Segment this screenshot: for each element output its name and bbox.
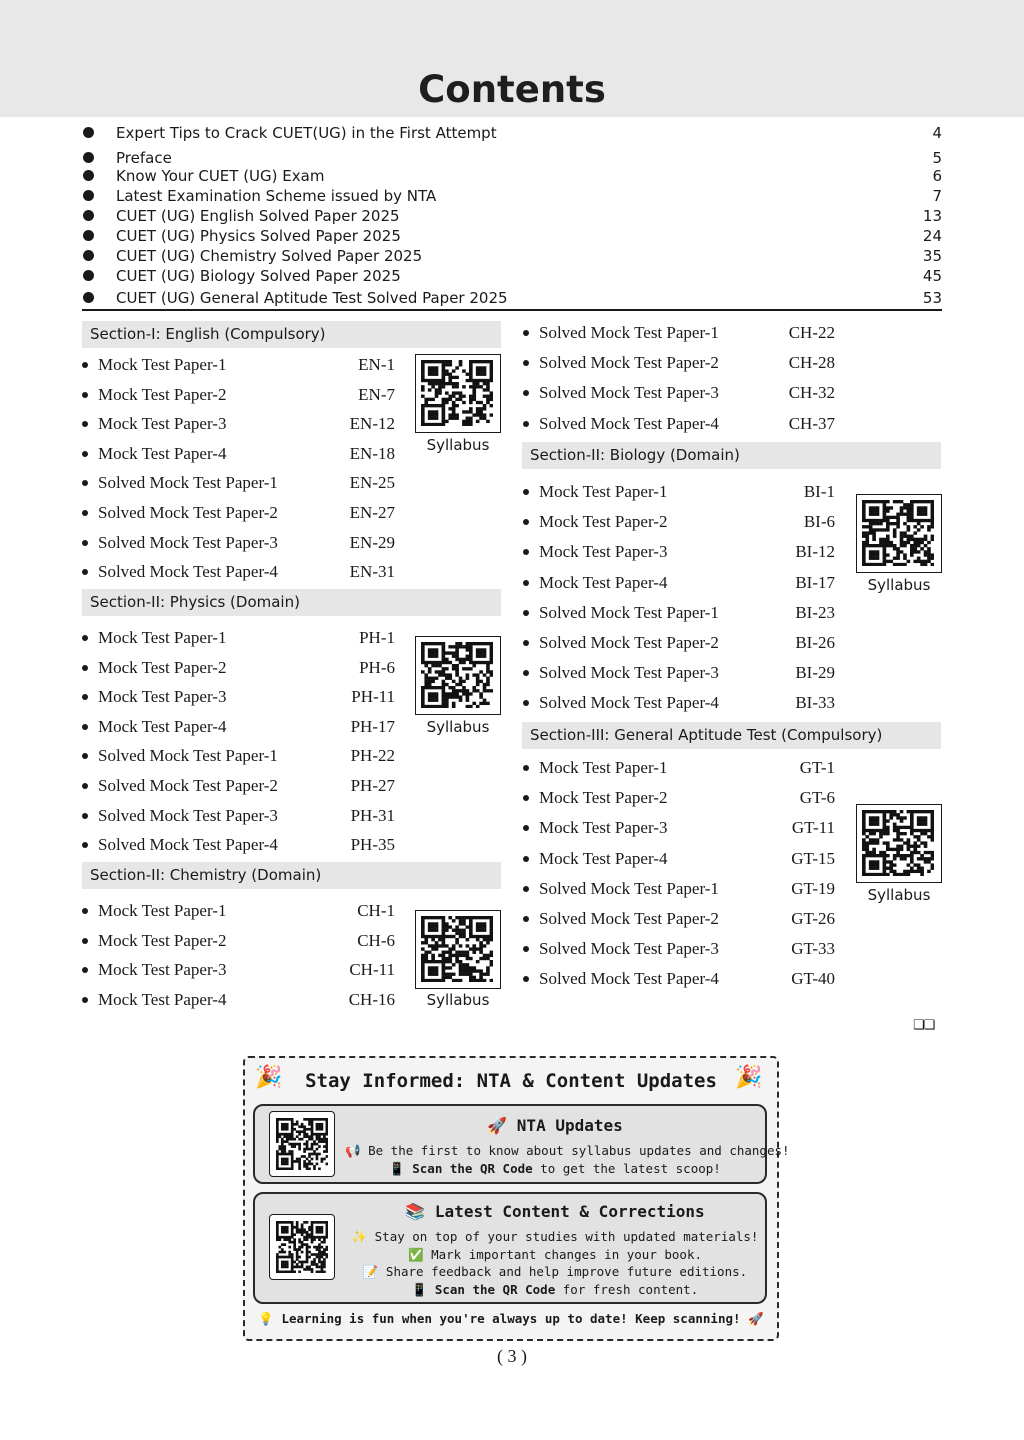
nta-updates-title: 🚀 NTA Updates — [487, 1116, 623, 1135]
bullet-icon — [523, 795, 529, 801]
bullet-icon — [523, 886, 529, 892]
entry-label: Know Your CUET (UG) Exam — [116, 167, 325, 185]
bullet-icon — [523, 670, 529, 676]
entry-label: Mock Test Paper-1 — [98, 628, 227, 647]
entry-label: Mock Test Paper-2 — [539, 512, 668, 532]
nta-updates-panel — [253, 1104, 790, 1184]
entry-label: CUET (UG) Biology Solved Paper 2025 — [116, 267, 401, 285]
entry-page: CH-16 — [348, 989, 395, 1009]
entry-page: EN-1 — [358, 355, 395, 374]
qr-code-nta-updates[interactable] — [269, 1111, 335, 1177]
entry-page: GT-6 — [799, 788, 835, 808]
bullet-icon — [523, 856, 529, 862]
bullet-icon — [82, 694, 88, 700]
entry-label: Mock Test Paper-1 — [98, 901, 227, 920]
entry-label: Solved Mock Test Paper-2 — [539, 909, 719, 928]
toc-entry — [82, 775, 395, 797]
entry-label: Solved Mock Test Paper-3 — [539, 383, 719, 403]
contents-entry — [82, 122, 942, 144]
latest-content-line-2: ✅ Mark important changes in your book. — [407, 1247, 703, 1262]
entry-label: Mock Test Paper-3 — [98, 414, 227, 434]
toc-entry — [82, 834, 395, 856]
entry-page: CH-32 — [788, 383, 835, 403]
toc-entry — [82, 900, 395, 922]
toc-entry — [523, 382, 835, 404]
bullet-icon — [83, 127, 94, 138]
lightbulb-icon: 💡 — [258, 1311, 282, 1326]
entry-label: Solved Mock Test Paper-1 — [98, 473, 278, 493]
entry-label: Mock Test Paper-3 — [98, 960, 227, 980]
entry-page: EN-25 — [349, 473, 395, 493]
bullet-icon — [82, 908, 88, 914]
bullet-icon — [83, 292, 94, 303]
entry-label: Mock Test Paper-4 — [539, 848, 668, 868]
entry-page: BI-33 — [795, 693, 835, 713]
entry-page: CH-11 — [349, 960, 395, 980]
bullet-icon — [82, 540, 88, 546]
toc-entry — [82, 686, 395, 708]
toc-entry — [523, 848, 835, 870]
qr-label-chemistry: Syllabus — [426, 991, 490, 1009]
bullet-icon — [82, 421, 88, 427]
toc-entry — [523, 322, 835, 344]
page-number: ( 3 ) — [497, 1346, 527, 1366]
bullet-icon — [523, 946, 529, 952]
toc-entry — [82, 716, 395, 738]
entry-page: GT-15 — [791, 848, 835, 868]
entry-page: EN-12 — [349, 414, 395, 434]
entry-page: CH-6 — [357, 930, 395, 950]
contents-entry — [82, 165, 942, 187]
bullet-icon — [82, 753, 88, 759]
entry-label: Solved Mock Test Paper-3 — [539, 939, 719, 959]
section-header-english: Section-I: English (Compulsory) — [82, 321, 501, 348]
toc-entry — [82, 384, 395, 406]
bullet-icon — [523, 610, 529, 616]
toc-entry — [82, 745, 395, 767]
books-icon: 📚 — [405, 1202, 435, 1221]
entry-label: Solved Mock Test Paper-1 — [539, 602, 719, 622]
phone-icon: 📱 — [389, 1161, 413, 1176]
section-header-biology: Section-II: Biology (Domain) — [522, 442, 941, 469]
bullet-icon — [82, 813, 88, 819]
bullet-icon — [83, 190, 94, 201]
toc-entry — [82, 472, 395, 494]
section-header-chemistry: Section-II: Chemistry (Domain) — [82, 862, 501, 889]
latest-content-panel — [253, 1192, 767, 1304]
bullet-icon — [82, 569, 88, 575]
bullet-icon — [523, 390, 529, 396]
toc-entry — [82, 930, 395, 952]
sparkles-icon: ✨ — [351, 1229, 375, 1244]
toc-entry — [82, 989, 395, 1011]
toc-entry — [82, 354, 395, 376]
entry-page: PH-35 — [350, 835, 395, 855]
qr-label-biology: Syllabus — [867, 576, 931, 594]
toc-entry — [82, 805, 395, 827]
entry-page: GT-19 — [791, 878, 835, 898]
toc-entry — [82, 443, 395, 465]
entry-page: 5 — [932, 149, 942, 167]
qr-code-aptitude[interactable] — [856, 804, 942, 883]
entry-page: EN-27 — [349, 503, 395, 522]
entry-label: CUET (UG) General Aptitude Test Solved Paper 2025 — [116, 289, 508, 307]
entry-page: PH-27 — [350, 776, 395, 795]
party-popper-icon: 🎉 — [255, 1064, 283, 1089]
entry-label: Solved Mock Test Paper-4 — [98, 562, 278, 582]
entry-label: Mock Test Paper-2 — [98, 384, 227, 404]
entry-label: Mock Test Paper-2 — [98, 930, 227, 950]
bullet-icon — [83, 270, 94, 281]
toc-entry — [523, 787, 835, 809]
bullet-icon — [83, 250, 94, 261]
bullet-icon — [523, 825, 529, 831]
qr-label-physics: Syllabus — [426, 718, 490, 736]
entry-label: Mock Test Paper-3 — [539, 542, 668, 562]
entry-label: Solved Mock Test Paper-1 — [98, 746, 278, 766]
entry-page: EN-29 — [349, 532, 395, 552]
bullet-icon — [82, 938, 88, 944]
bullet-icon — [523, 976, 529, 982]
entry-page: GT-26 — [791, 909, 835, 928]
entry-label: Mock Test Paper-1 — [539, 482, 668, 501]
entry-page: EN-31 — [349, 562, 395, 582]
entry-label: CUET (UG) Chemistry Solved Paper 2025 — [116, 247, 423, 265]
latest-content-title: 📚 Latest Content & Corrections — [405, 1202, 705, 1221]
entry-label: Mock Test Paper-2 — [98, 657, 227, 677]
entry-page: BI-26 — [795, 633, 835, 652]
entry-page: BI-1 — [803, 482, 835, 501]
entry-page: CH-22 — [788, 323, 835, 342]
bullet-icon — [82, 967, 88, 973]
section-header-aptitude: Section-III: General Aptitude Test (Compulsory) — [522, 722, 941, 749]
contents-entry — [82, 225, 942, 247]
rocket-icon: 🚀 — [740, 1311, 764, 1326]
entry-page: BI-6 — [803, 512, 835, 532]
qr-code-physics[interactable] — [415, 636, 501, 715]
entry-page: CH-28 — [788, 353, 835, 373]
info-box-title: Stay Informed: NTA & Content Updates — [305, 1070, 717, 1092]
bullet-icon — [82, 362, 88, 368]
entry-label: Solved Mock Test Paper-3 — [98, 805, 278, 825]
toc-entry — [523, 692, 835, 714]
entry-page: 6 — [932, 167, 942, 185]
entry-label: Mock Test Paper-1 — [539, 758, 668, 777]
entry-label: Mock Test Paper-4 — [98, 716, 227, 736]
entry-page: 13 — [922, 207, 942, 225]
nta-updates-line-1: 📢 Be the first to know about syllabus updates and changes! — [345, 1143, 790, 1158]
entry-page: CH-1 — [357, 901, 395, 920]
entry-label: Solved Mock Test Paper-3 — [98, 532, 278, 552]
contents-entry — [82, 245, 942, 267]
entry-page: GT-11 — [791, 818, 835, 838]
toc-entry — [523, 817, 835, 839]
toc-entry — [523, 352, 835, 374]
toc-entry — [82, 959, 395, 981]
entry-page: CH-37 — [788, 413, 835, 433]
entry-page: PH-22 — [350, 746, 395, 766]
divider-rule — [82, 309, 942, 311]
qr-code-latest-content[interactable] — [269, 1214, 335, 1280]
entry-page: PH-17 — [350, 716, 395, 736]
bullet-icon — [82, 724, 88, 730]
toc-entry — [523, 938, 835, 960]
entry-page: GT-40 — [791, 969, 835, 989]
bullet-icon — [83, 210, 94, 221]
toc-entry — [82, 627, 395, 649]
toc-entry — [523, 511, 835, 533]
rocket-icon: 🚀 — [487, 1116, 517, 1135]
end-mark: ❑❑ — [913, 1018, 935, 1033]
bullet-icon — [82, 392, 88, 398]
toc-entry — [523, 481, 835, 503]
latest-content-line-1: ✨ Stay on top of your studies with updated materials! — [351, 1229, 759, 1244]
entry-label: Solved Mock Test Paper-4 — [539, 969, 719, 989]
latest-content-line-4: 📱 Scan the QR Code for fresh content. — [411, 1282, 699, 1297]
party-popper-icon: 🎉 — [735, 1064, 763, 1089]
toc-entry — [523, 878, 835, 900]
entry-label: CUET (UG) English Solved Paper 2025 — [116, 207, 400, 225]
entry-label: Solved Mock Test Paper-1 — [539, 323, 719, 342]
entry-page: 24 — [922, 227, 942, 245]
toc-entry — [523, 413, 835, 435]
toc-entry — [523, 602, 835, 624]
bullet-icon — [523, 765, 529, 771]
toc-entry — [523, 541, 835, 563]
bullet-icon — [523, 489, 529, 495]
bullet-icon — [83, 152, 94, 163]
toc-entry — [523, 632, 835, 654]
bullet-icon — [82, 842, 88, 848]
entry-page: BI-17 — [795, 572, 835, 592]
bullet-icon — [523, 330, 529, 336]
entry-label: Expert Tips to Crack CUET(UG) in the First Attempt — [116, 124, 497, 142]
entry-label: CUET (UG) Physics Solved Paper 2025 — [116, 227, 401, 245]
entry-label: Solved Mock Test Paper-2 — [539, 633, 719, 652]
stay-informed-box — [243, 1056, 790, 1341]
toc-entry — [82, 413, 395, 435]
toc-entry — [82, 657, 395, 679]
entry-label: Solved Mock Test Paper-1 — [539, 878, 719, 898]
entry-page: PH-11 — [351, 687, 395, 707]
bullet-icon — [523, 360, 529, 366]
bullet-icon — [523, 580, 529, 586]
entry-label: Mock Test Paper-4 — [539, 572, 668, 592]
contents-entry — [82, 205, 942, 227]
toc-entry — [523, 572, 835, 594]
section-header-physics: Section-II: Physics (Domain) — [82, 589, 501, 616]
entry-label: Mock Test Paper-3 — [539, 818, 668, 838]
qr-label-aptitude: Syllabus — [867, 886, 931, 904]
bullet-icon — [82, 451, 88, 457]
contents-entry — [82, 287, 942, 309]
entry-label: Latest Examination Scheme issued by NTA — [116, 187, 437, 205]
entry-page: 45 — [922, 267, 942, 285]
nta-updates-line-2: 📱 Scan the QR Code to get the latest scoop! — [389, 1161, 721, 1176]
bullet-icon — [523, 519, 529, 525]
entry-label: Mock Test Paper-4 — [98, 443, 227, 463]
entry-page: BI-23 — [795, 602, 835, 622]
entry-page: PH-31 — [350, 805, 395, 825]
entry-page: BI-12 — [795, 542, 835, 562]
entry-page: 7 — [932, 187, 942, 205]
toc-entry — [82, 561, 395, 583]
qr-code-biology[interactable] — [856, 494, 942, 573]
entry-page: EN-18 — [349, 443, 395, 463]
entry-page: BI-29 — [795, 663, 835, 683]
bullet-icon — [523, 549, 529, 555]
entry-label: Mock Test Paper-4 — [98, 989, 227, 1009]
entry-page: 4 — [932, 124, 942, 142]
qr-code-english[interactable] — [415, 354, 501, 433]
entry-page: 53 — [922, 289, 942, 307]
entry-label: Solved Mock Test Paper-4 — [98, 835, 278, 855]
info-box-footer: 💡 Learning is fun when you're always up to date! Keep scanning! 🚀 — [258, 1311, 764, 1326]
entry-page: EN-7 — [358, 384, 395, 404]
phone-icon: 📱 — [411, 1282, 435, 1297]
entry-page: GT-1 — [799, 758, 835, 777]
toc-entry — [523, 968, 835, 990]
bullet-icon — [523, 421, 529, 427]
entry-label: Mock Test Paper-1 — [98, 355, 227, 374]
toc-entry — [82, 502, 395, 524]
entry-label: Preface — [116, 149, 172, 167]
pencil-icon: 📝 — [362, 1264, 386, 1279]
bullet-icon — [523, 916, 529, 922]
entry-label: Solved Mock Test Paper-3 — [539, 663, 719, 683]
bullet-icon — [82, 480, 88, 486]
megaphone-icon: 📢 — [345, 1143, 369, 1158]
entry-label: Mock Test Paper-3 — [98, 687, 227, 707]
entry-label: Solved Mock Test Paper-2 — [98, 776, 278, 795]
entry-label: Solved Mock Test Paper-2 — [98, 503, 278, 522]
page-title: Contents — [418, 68, 606, 111]
toc-entry — [523, 662, 835, 684]
entry-label: Solved Mock Test Paper-2 — [539, 353, 719, 373]
qr-code-chemistry[interactable] — [415, 910, 501, 989]
entry-label: Solved Mock Test Paper-4 — [539, 693, 719, 713]
toc-entry — [523, 908, 835, 930]
bullet-icon — [82, 997, 88, 1003]
bullet-icon — [82, 783, 88, 789]
entry-page: 35 — [922, 247, 942, 265]
entry-label: Mock Test Paper-2 — [539, 788, 668, 808]
entry-page: PH-1 — [359, 628, 395, 647]
toc-entry — [523, 757, 835, 779]
entry-label: Solved Mock Test Paper-4 — [539, 413, 719, 433]
bullet-icon — [82, 635, 88, 641]
bullet-icon — [82, 510, 88, 516]
latest-content-line-3: 📝 Share feedback and help improve future editions. — [362, 1264, 748, 1279]
bullet-icon — [523, 700, 529, 706]
toc-entry — [82, 532, 395, 554]
checkmark-icon: ✅ — [407, 1247, 432, 1262]
bullet-icon — [83, 230, 94, 241]
bullet-icon — [83, 170, 94, 181]
qr-label-english: Syllabus — [426, 436, 490, 454]
bullet-icon — [82, 665, 88, 671]
entry-page: GT-33 — [791, 939, 835, 959]
contents-entry — [82, 185, 942, 207]
contents-entry — [82, 265, 942, 287]
entry-page: PH-6 — [359, 657, 395, 677]
bullet-icon — [523, 640, 529, 646]
